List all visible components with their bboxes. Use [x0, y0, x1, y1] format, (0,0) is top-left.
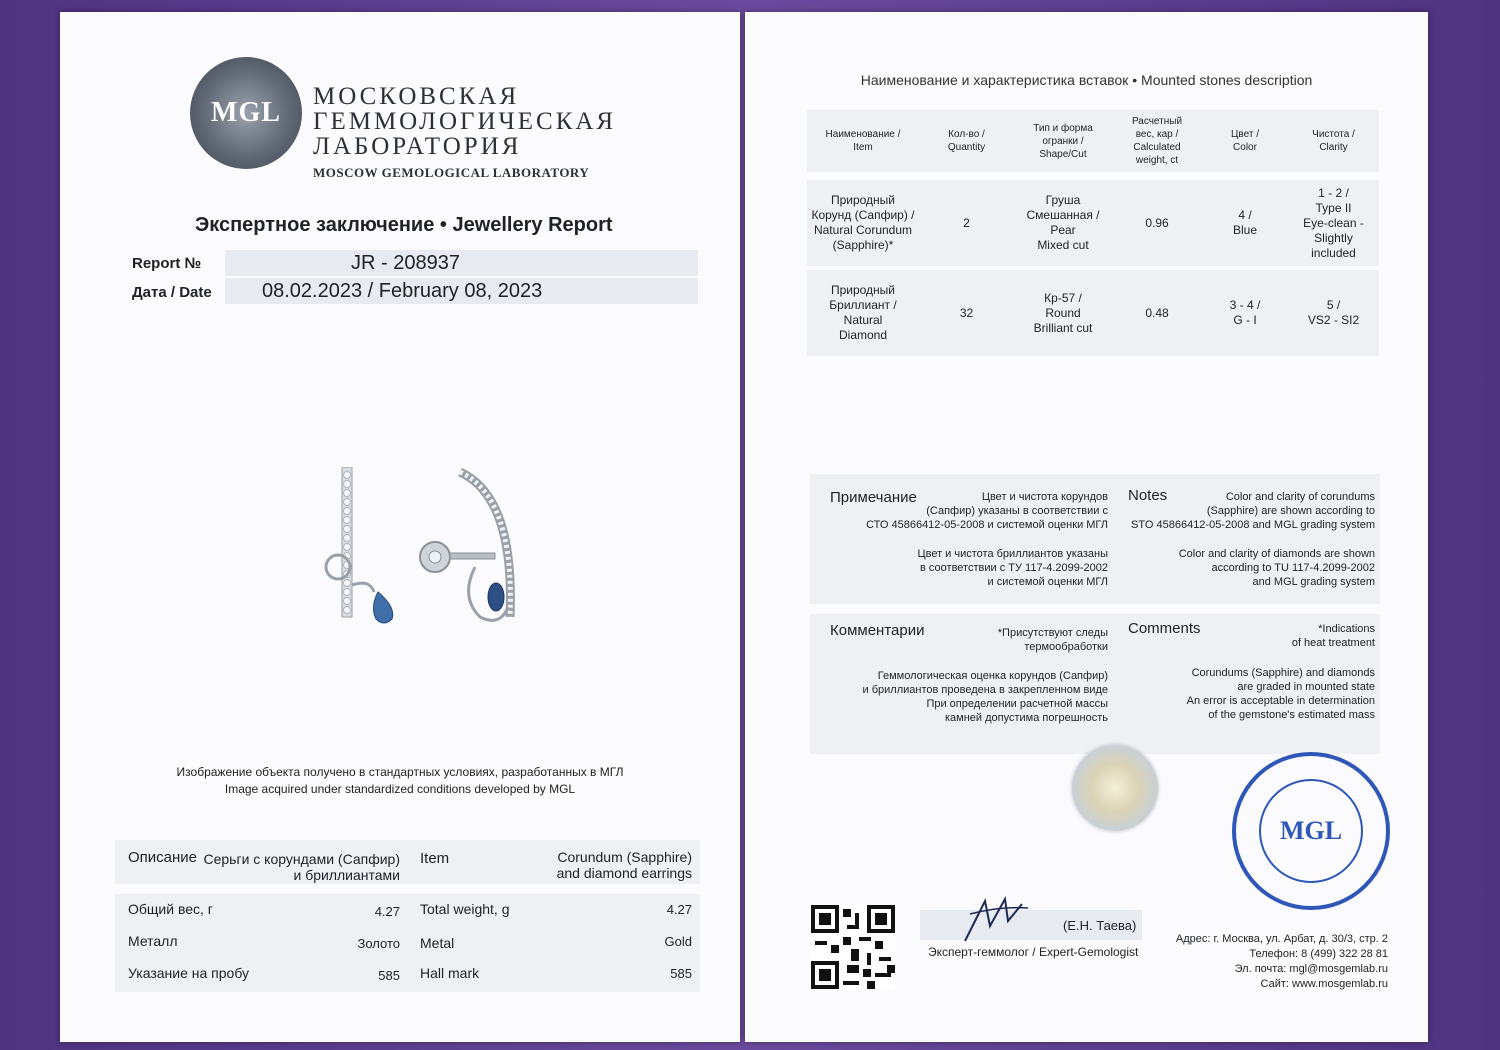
header-item-en: Item: [853, 142, 873, 153]
left-page: [60, 12, 740, 1042]
sapphire-cut-1: Груша: [1045, 193, 1081, 207]
sapphire-cut-3: Pear: [1050, 223, 1076, 237]
diamond-clarity: [1288, 270, 1379, 356]
weight-en-value: 4.27: [666, 902, 692, 917]
sapphire-item-3: Natural Corundum: [813, 223, 913, 237]
notes-ru-2: [917, 547, 1108, 589]
lab-name-ru: [313, 84, 616, 159]
diamond-quantity: 32: [959, 305, 974, 320]
comments-ru-1-line-1: *Присутствуют следы: [997, 627, 1108, 639]
diamond-item-2: Бриллиант /: [829, 298, 897, 312]
comments-ru-2-line-4: камней допустима погрешность: [944, 712, 1108, 724]
notes-en-2-line-1: Color and clarity of diamonds are shown: [1178, 548, 1375, 560]
notes-ru-2-line-3: и системой оценки МГЛ: [987, 576, 1108, 588]
header-quantity-ru: Кол-во /: [948, 129, 985, 140]
comments-en-1-line-1: *Indications: [1318, 623, 1375, 635]
comments-ru-2-line-1: Геммологическая оценка корундов (Сапфир): [877, 670, 1108, 682]
qr-code[interactable]: [811, 905, 895, 989]
lab-name-line-2: ГЕММОЛОГИЧЕСКАЯ: [313, 108, 617, 135]
date-field: [225, 278, 698, 304]
caption-en: Image acquired under standardized conditions developed by MGL: [224, 782, 576, 796]
notes-en-2: [1179, 547, 1375, 589]
stamp-text: MGL: [1279, 816, 1343, 845]
description-ru-value-2: и бриллиантами: [293, 867, 400, 883]
header-clarity-ru: Чистота /: [1312, 129, 1355, 140]
description-en-value-2: and diamond earrings: [556, 865, 692, 881]
sapphire-clarity-2: Type II: [1315, 200, 1352, 215]
sapphire-item-1: Природный: [830, 193, 896, 207]
notes-ru-title: Примечание: [830, 489, 917, 506]
image-caption: [60, 764, 740, 798]
header-cut: [1014, 110, 1112, 172]
hallmark-en-value: 585: [670, 966, 692, 981]
lab-name-line-3: ЛАБОРАТОРИЯ: [313, 133, 522, 160]
stones-heading: Наименование и характеристика вставок • Mounted stones description: [860, 72, 1313, 88]
notes-en-title: Notes: [1128, 487, 1168, 504]
comments-ru-1: [998, 626, 1108, 654]
header-quantity-en: Quantity: [947, 142, 986, 153]
header-item: [807, 110, 919, 172]
header-weight-2: вес, кар /: [1135, 129, 1179, 140]
diamond-color-1: 3 - 4 /: [1229, 298, 1261, 312]
lab-stamp: [1232, 752, 1390, 910]
metal-en-label: Metal: [420, 935, 455, 951]
diamond-cut-2: Round: [1045, 305, 1081, 320]
signature-scribble: [960, 896, 1030, 946]
diamond-cut-1: Кр-57 /: [1044, 290, 1082, 305]
header-color-en: Color: [1233, 142, 1257, 153]
diamond-clarity-1: 5 /: [1326, 298, 1341, 312]
description-ru-value: [204, 851, 401, 883]
stamp-center: [1259, 779, 1363, 883]
notes-ru-1-line-2: (Сапфир) указаны в соответствии с: [926, 505, 1108, 517]
hallmark-row: [115, 958, 700, 992]
signer-title: Эксперт-геммолог / Expert-Gemologist: [928, 945, 1139, 959]
earrings-photo: [300, 467, 540, 647]
notes-en-2-line-2: according to TU 117-4.2099-2002: [1211, 562, 1375, 574]
sapphire-clarity-1: 1 - 2 /: [1318, 185, 1349, 200]
sapphire-item-2: Корунд (Сапфир) /: [811, 208, 915, 222]
sapphire-cut-2: Смешанная /: [1026, 208, 1100, 222]
notes-ru-1-line-3: СТО 45866412-05-2008 и системой оценки МГЛ: [866, 519, 1108, 531]
header-weight-1: Расчетный: [1131, 116, 1183, 127]
diamond-color: [1202, 270, 1288, 356]
weight-ru-label: Общий вес, г: [128, 901, 213, 917]
metal-en-value: Gold: [664, 934, 692, 949]
sapphire-color-2: Blue: [1232, 223, 1258, 237]
comments-en-2-line-2: are graded in mounted state: [1237, 681, 1375, 693]
sapphire-weight: 0.96: [1145, 215, 1169, 230]
weight-en-label: Total weight, g: [420, 901, 510, 917]
description-ru-value-1: Серьги с корундами (Сапфир): [203, 851, 400, 867]
lab-name-en: MOSCOW GEMOLOGICAL LABORATORY: [313, 165, 590, 180]
diamond-item: [807, 270, 919, 356]
notes-ru-1: [866, 490, 1108, 532]
report-no-label: Report №: [132, 255, 202, 272]
diamond-weight: 0.48: [1145, 305, 1169, 320]
sapphire-item: [807, 180, 919, 266]
diamond-item-1: Природный: [830, 283, 896, 297]
comments-ru-1-line-2: термообработки: [1024, 641, 1108, 653]
report-no-field: [225, 250, 698, 276]
header-clarity-en: Clarity: [1319, 142, 1348, 153]
header-cut-3: Shape/Cut: [1039, 148, 1087, 160]
header-color: [1202, 110, 1288, 172]
diamond-clarity-2: VS2 - SI2: [1307, 313, 1360, 327]
notes-box: [810, 474, 1380, 604]
sapphire-color: [1202, 180, 1288, 266]
comments-ru-2-line-3: При определении расчетной массы: [926, 698, 1108, 710]
header-quantity: [919, 110, 1014, 172]
header-weight: [1112, 110, 1202, 172]
metal-row: [115, 926, 700, 960]
sapphire-color-1: 4 /: [1238, 208, 1252, 222]
phone-line: Телефон: 8 (499) 322 28 81: [1249, 948, 1388, 960]
header-weight-3: Calculated: [1133, 142, 1181, 153]
description-en-value: [557, 849, 692, 881]
comments-box: [810, 614, 1380, 754]
stones-header-row: [807, 110, 1379, 172]
comments-en-2-line-3: An error is acceptable in determination: [1186, 695, 1375, 707]
notes-en-1-line-2: (Sapphire) are shown according to: [1206, 505, 1375, 517]
comments-ru-2: [863, 669, 1108, 725]
comments-ru-2-line-2: и бриллиантов проведена в закрепленном виде: [862, 684, 1108, 696]
sapphire-clarity-5: included: [1311, 245, 1356, 260]
date-label: Дата / Date: [132, 284, 212, 301]
email-line: Эл. почта: mgl@mosgemlab.ru: [1234, 963, 1388, 975]
notes-en-2-line-3: and MGL grading system: [1252, 576, 1375, 588]
caption-ru: Изображение объекта получено в стандартных условиях, разработанных в МГЛ: [176, 765, 624, 779]
description-en-value-1: Corundum (Sapphire): [557, 849, 692, 865]
diamond-cut-3: Brilliant cut: [1033, 320, 1093, 335]
comments-en-2: [1187, 666, 1375, 722]
logo-text: MGL: [211, 97, 281, 128]
weight-ru-value: 4.27: [374, 904, 400, 919]
notes-ru-2-line-2: в соответствии с ТУ 117-4.2099-2002: [920, 562, 1108, 574]
description-ru-label: Описание: [128, 849, 198, 866]
comments-en-2-line-4: of the gemstone's estimated mass: [1208, 709, 1375, 721]
comments-en-title: Comments: [1128, 620, 1201, 637]
hologram-sticker: [1072, 745, 1158, 831]
notes-en-1-line-1: Color and clarity of corundums: [1225, 491, 1375, 503]
hallmark-en-label: Hall mark: [420, 965, 480, 981]
sapphire-cut: [1014, 180, 1112, 266]
notes-ru-1-line-1: Цвет и чистота корундов: [981, 491, 1108, 503]
comments-ru-title: Комментарии: [830, 622, 925, 639]
header-clarity: [1288, 110, 1379, 172]
date-value: 08.02.2023 / February 08, 2023: [262, 280, 543, 302]
mgl-logo-seal: [190, 57, 302, 169]
header-weight-4: weight, ct: [1135, 155, 1179, 166]
stone-row-diamond: [807, 270, 1379, 356]
description-en-label: Item: [420, 850, 450, 867]
signature-field: [920, 910, 1142, 940]
report-title: Экспертное заключение • Jewellery Report: [195, 214, 613, 236]
lab-address: [1176, 932, 1388, 992]
sapphire-quantity: 2: [963, 215, 970, 230]
metal-ru-label: Металл: [128, 933, 178, 949]
description-row: [115, 840, 700, 884]
comments-en-1: [1292, 622, 1375, 650]
website-line: Сайт: www.mosgemlab.ru: [1260, 978, 1388, 990]
notes-ru-2-line-1: Цвет и чистота бриллиантов указаны: [917, 548, 1108, 560]
weight-row: [115, 894, 700, 928]
header-cut-1: Тип и форма: [1033, 122, 1093, 134]
report-no-value: JR - 208937: [351, 252, 460, 274]
notes-en-1: [1131, 490, 1375, 532]
sapphire-item-4: (Sapphire)*: [832, 238, 894, 252]
diamond-cut: [1014, 270, 1112, 356]
hallmark-ru-value: 585: [378, 968, 400, 983]
diamond-color-2: G - I: [1233, 313, 1257, 327]
lab-name-line-1: МОСКОВСКАЯ: [313, 83, 520, 110]
right-page: [745, 12, 1428, 1042]
header-item-ru: Наименование /: [825, 129, 901, 140]
metal-ru-value: Золото: [357, 936, 400, 951]
sapphire-clarity-3: Eye-clean -: [1303, 215, 1364, 230]
hallmark-ru-label: Указание на пробу: [128, 965, 250, 981]
sapphire-clarity: [1288, 180, 1379, 266]
diamond-item-3: Natural: [843, 313, 883, 327]
header-color-ru: Цвет /: [1231, 129, 1259, 140]
stone-row-sapphire: [807, 180, 1379, 266]
signer-name: (Е.Н. Таева): [1063, 918, 1137, 933]
diamond-item-4: Diamond: [838, 328, 888, 342]
address-line: Адрес: г. Москва, ул. Арбат, д. 30/3, стр. 2: [1175, 933, 1388, 945]
comments-en-2-line-1: Corundums (Sapphire) and diamonds: [1191, 667, 1375, 679]
sapphire-clarity-4: Slightly: [1314, 230, 1353, 245]
comments-en-1-line-2: of heat treatment: [1291, 637, 1375, 649]
header-cut-2: огранки /: [1042, 135, 1084, 147]
sapphire-cut-4: Mixed cut: [1037, 238, 1089, 252]
notes-en-1-line-3: STO 45866412-05-2008 and MGL grading system: [1131, 519, 1375, 531]
